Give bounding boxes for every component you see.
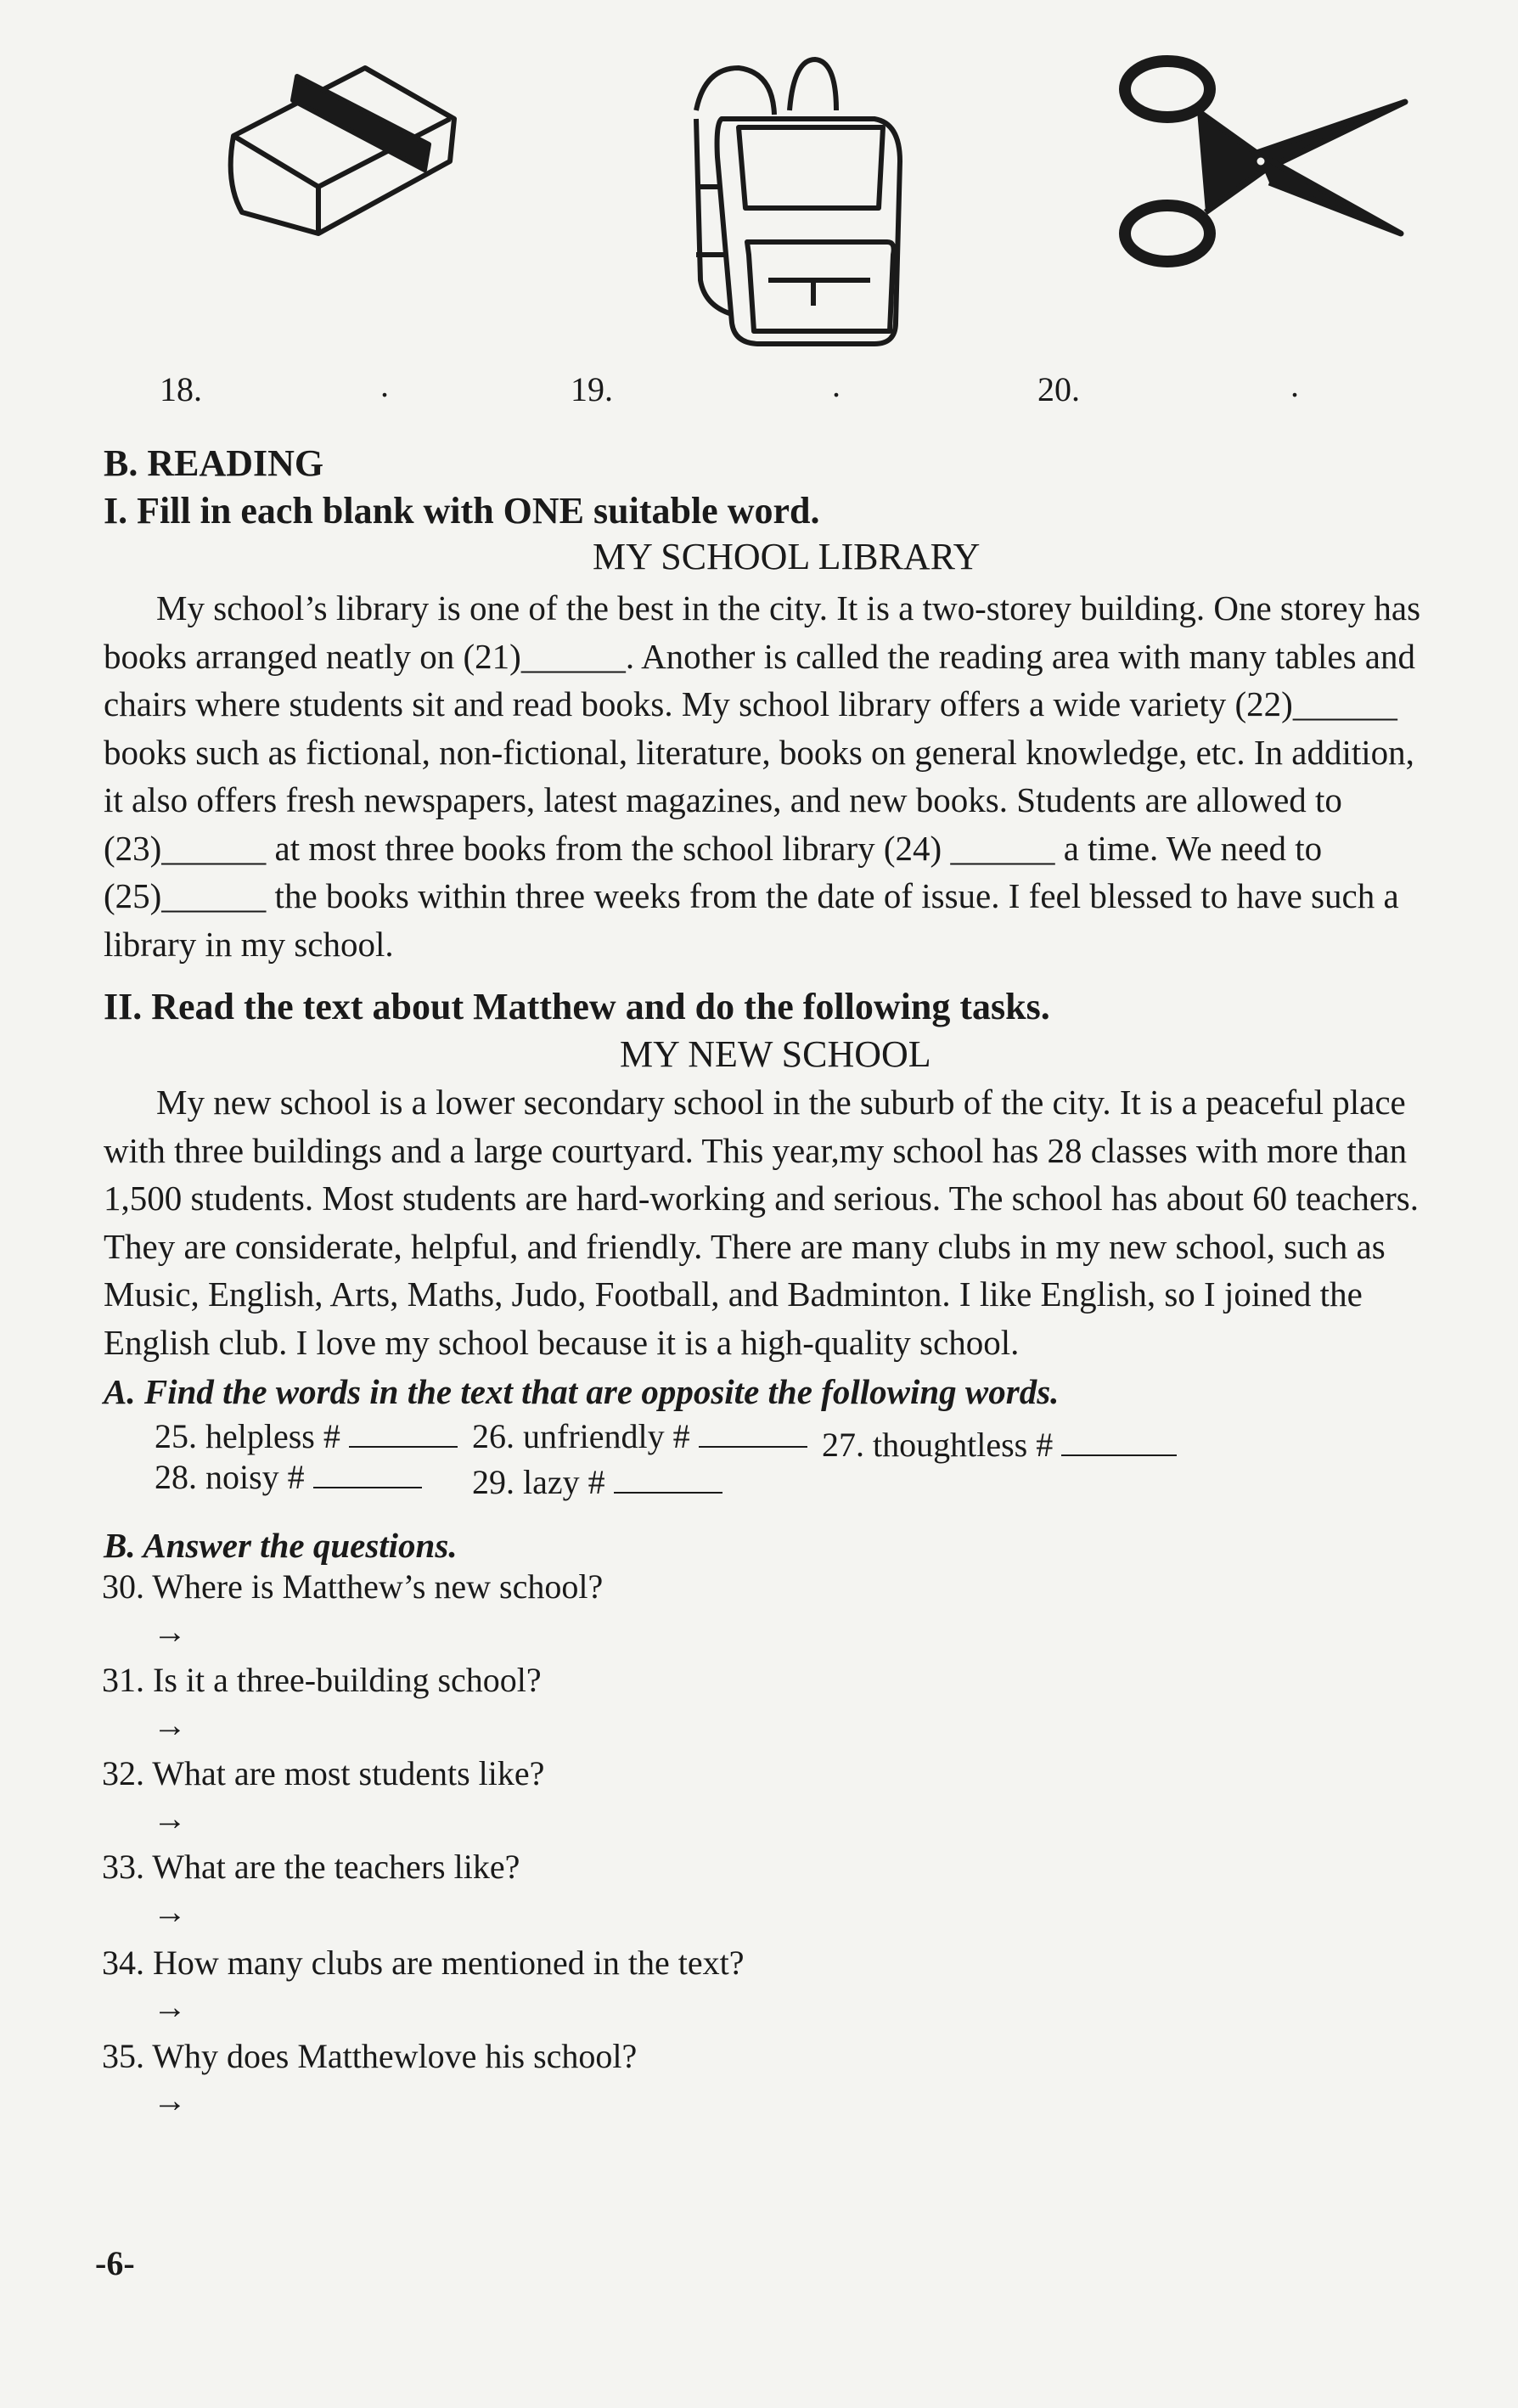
question-34: 34. How many clubs are mentioned in the text? bbox=[102, 1944, 745, 1982]
passage-line: (23)______ at most three books from the school library (24) ______ a time. We need to bbox=[104, 828, 1323, 868]
passage-line: My new school is a lower secondary school in the suburb of the city. It is a peaceful place bbox=[156, 1083, 1406, 1122]
answer-dot: . bbox=[832, 366, 841, 404]
antonym-prompt: 25. helpless # bbox=[155, 1417, 340, 1455]
library-passage bbox=[104, 584, 1477, 968]
antonym-item bbox=[155, 1457, 422, 1497]
answer-blank[interactable] bbox=[614, 1463, 722, 1494]
antonym-prompt: 28. noisy # bbox=[155, 1458, 305, 1496]
part2-instruction: II. Read the text about Matthew and do the following tasks. bbox=[104, 986, 1050, 1027]
task-a-instruction: A. Find the words in the text that are opposite the following words. bbox=[104, 1372, 1060, 1411]
answer-arrow: → bbox=[153, 1893, 187, 1931]
picture-number-18: 18. bbox=[160, 370, 202, 408]
picture-number-19: 19. bbox=[571, 370, 613, 408]
page-number: -6- bbox=[95, 2244, 135, 2282]
school-passage bbox=[104, 1078, 1477, 1366]
passage-line: English club. I love my school because it is a high-quality school. bbox=[104, 1322, 1020, 1362]
antonym-item bbox=[472, 1416, 807, 1456]
passage-line: it also offers fresh newspapers, latest magazines, and new books. Students are allowed to bbox=[104, 780, 1342, 819]
passage-line: library in my school. bbox=[104, 924, 394, 964]
antonym-prompt: 29. lazy # bbox=[472, 1463, 605, 1501]
answer-dot: . bbox=[380, 366, 389, 404]
answer-arrow: → bbox=[153, 1799, 187, 1837]
eraser-icon bbox=[231, 68, 454, 233]
section-heading: B. READING bbox=[104, 442, 324, 484]
part1-title: MY SCHOOL LIBRARY bbox=[593, 536, 981, 577]
passage-line: My school’s library is one of the best in the city. It is a two-storey building. One storey has bbox=[156, 588, 1421, 627]
antonym-item bbox=[822, 1425, 1177, 1465]
antonym-prompt: 27. thoughtless # bbox=[822, 1426, 1054, 1464]
antonym-prompt: 26. unfriendly # bbox=[472, 1417, 690, 1455]
question-31: 31. Is it a three-building school? bbox=[102, 1661, 542, 1699]
passage-line: 1,500 students. Most students are hard-working and serious. The school has about 60 teachers. bbox=[104, 1179, 1419, 1218]
part1-instruction: I. Fill in each blank with ONE suitable word. bbox=[104, 490, 820, 532]
answer-arrow: → bbox=[153, 2081, 187, 2119]
passage-line: Music, English, Arts, Maths, Judo, Football, and Badminton. I like English, so I joined the bbox=[104, 1274, 1363, 1314]
passage-line: chairs where students sit and read books. My school library offers a wide variety (22)______ bbox=[104, 684, 1397, 723]
answer-arrow: → bbox=[153, 1706, 187, 1744]
scissors-icon bbox=[1125, 61, 1405, 262]
backpack-icon bbox=[696, 59, 900, 344]
answer-blank[interactable] bbox=[1061, 1426, 1177, 1456]
answer-blank[interactable] bbox=[349, 1417, 458, 1448]
question-30: 30. Where is Matthew’s new school? bbox=[102, 1567, 604, 1606]
passage-line: They are considerate, helpful, and friendly. There are many clubs in my new school, such as bbox=[104, 1226, 1386, 1266]
antonym-item bbox=[155, 1416, 458, 1456]
question-35: 35. Why does Matthewlove his school? bbox=[102, 2037, 638, 2075]
question-33: 33. What are the teachers like? bbox=[102, 1848, 520, 1886]
task-b-instruction: B. Answer the questions. bbox=[104, 1526, 458, 1565]
answer-arrow: → bbox=[153, 1988, 187, 2026]
passage-line: books arranged neatly on (21)______. Another is called the reading area with many tables and bbox=[104, 636, 1415, 676]
part2-title: MY NEW SCHOOL bbox=[620, 1033, 931, 1075]
passage-line: with three buildings and a large courtyard. This year,my school has 28 classes with more than bbox=[104, 1130, 1408, 1170]
question-32: 32. What are most students like? bbox=[102, 1754, 545, 1792]
picture-number-20: 20. bbox=[1037, 370, 1080, 408]
passage-line: books such as fictional, non-fictional, literature, books on general knowledge, etc. In addition, bbox=[104, 732, 1414, 772]
answer-arrow: → bbox=[153, 1612, 187, 1651]
answer-blank[interactable] bbox=[313, 1458, 422, 1488]
antonym-item bbox=[472, 1462, 722, 1502]
pictures-row bbox=[0, 0, 1518, 357]
passage-line: (25)______ the books within three weeks from the date of issue. I feel blessed to have such a bbox=[104, 876, 1399, 915]
answer-dot: . bbox=[1290, 366, 1299, 404]
answer-blank[interactable] bbox=[699, 1417, 807, 1448]
